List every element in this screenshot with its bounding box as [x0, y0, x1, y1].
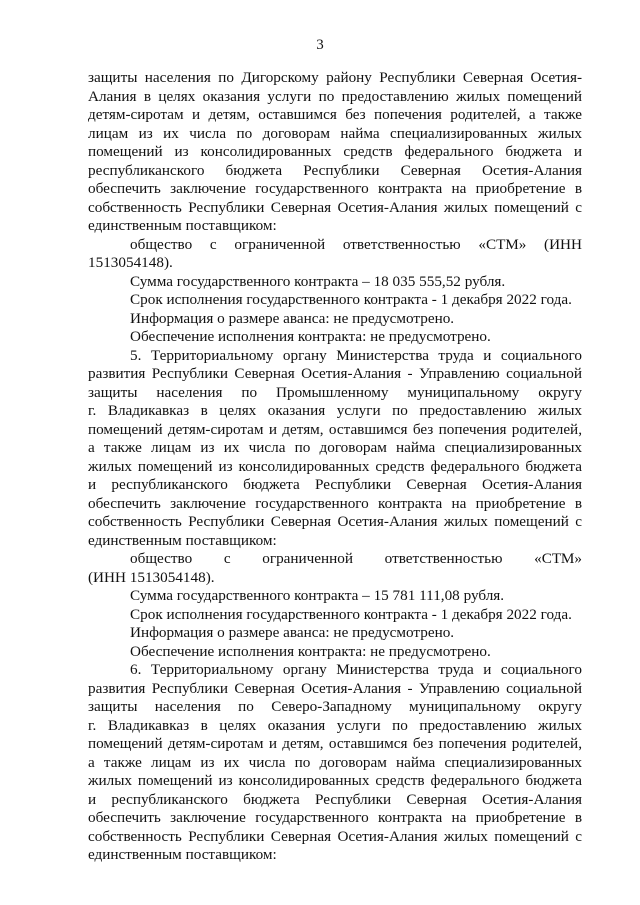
text-line: 5. Территориальному органу Министерства труда и социального: [130, 346, 582, 364]
text-line: Алания в целях оказания услуги по предоставлению жилых помещений: [88, 87, 582, 105]
text-line: помещений из консолидированных средств федерального бюджета и: [88, 143, 582, 160]
page-number: 3: [316, 37, 324, 53]
text-line: Обеспечение исполнения контракта: не предусмотрено.: [130, 328, 491, 345]
text-line: 1513054148).: [88, 254, 173, 271]
text-line: и республиканского бюджета Республики Северная Осетия-Алания: [88, 476, 582, 493]
text-line: Обеспечение исполнения контракта: не предусмотрено.: [130, 642, 491, 660]
text-line: единственным поставщиком:: [88, 217, 277, 234]
text-line: Сумма государственного контракта – 15 781 111,08 рубля.: [130, 587, 505, 604]
text-line: собственность Республики Северная Осетия-Алания жилых помещений с: [88, 827, 582, 845]
text-line: республиканского бюджета Республики Северная Осетия-Алания: [88, 161, 582, 179]
text-line: помещений детям-сиротам и детям, оставшимся без попечения родителей,: [88, 420, 582, 438]
text-line: и республиканского бюджета Республики Северная Осетия-Алания: [88, 790, 582, 808]
text-line: единственным поставщиком:: [88, 531, 277, 549]
text-line: развития Республики Северная Осетия-Алания - Управлению социальной: [88, 365, 582, 382]
text-line: защиты населения по Дигорскому району Республики Северная Осетия-: [88, 69, 582, 86]
text-line: а также лицам из их числа по договорам найма специализированных: [88, 753, 582, 771]
text-line: г. Владикавказ в целях оказания услуги по предоставлению жилых: [88, 716, 582, 734]
text-line: единственным поставщиком:: [88, 846, 277, 863]
text-line: обеспечить заключение государственного контракта на приобретение в: [88, 180, 582, 197]
text-line: собственность Республики Северная Осетия-Алания жилых помещений с: [88, 513, 582, 530]
text-line: обеспечить заключение государственного контракта на приобретение в: [88, 494, 582, 512]
text-line: г. Владикавказ в целях оказания услуги по предоставлению жилых: [88, 402, 582, 419]
text-line: помещений детям-сиротам и детям, оставшимся без попечения родителей,: [88, 735, 582, 752]
text-line: а также лицам из их числа по договорам найма специализированных: [88, 439, 582, 456]
text-line: Информация о размере аванса: не предусмотрено.: [130, 624, 455, 641]
text-line: жилых помещений из консолидированных средств федерального бюджета: [88, 772, 582, 789]
text-line: общество с ограниченной ответственностью «СТМ» (ИНН: [130, 235, 582, 253]
text-line: развития Республики Северная Осетия-Алания - Управлению социальной: [88, 679, 582, 697]
text-line: собственность Республики Северная Осетия-Алания жилых помещений с: [88, 198, 582, 216]
text-line: Срок исполнения государственного контракта - 1 декабря 2022 года.: [130, 605, 572, 623]
text-line: Сумма государственного контракта – 18 035 555,52 рубля.: [130, 272, 506, 290]
text-line: детям-сиротам и детям, оставшимся без попечения родителей, а также: [88, 106, 582, 123]
document-body: [88, 69, 582, 865]
text-line: Информация о размере аванса: не предусмотрено.: [130, 309, 455, 327]
text-line: общество с ограниченной ответственностью «СТМ»: [130, 550, 582, 567]
text-line: защиты населения по Северо-Западному муниципальному округу: [88, 698, 582, 715]
text-line: 6. Территориальному органу Министерства труда и социального: [130, 661, 582, 678]
text-line: (ИНН 1513054148).: [88, 568, 215, 586]
text-line: Срок исполнения государственного контракта - 1 декабря 2022 года.: [130, 291, 572, 308]
text-line: обеспечить заключение государственного контракта на приобретение в: [88, 809, 582, 826]
text-line: лицам из их числа по договорам найма специализированных жилых: [88, 124, 582, 142]
text-line: защиты населения по Промышленному муниципальному округу: [88, 383, 582, 401]
text-line: жилых помещений из консолидированных средств федерального бюджета: [88, 457, 582, 475]
